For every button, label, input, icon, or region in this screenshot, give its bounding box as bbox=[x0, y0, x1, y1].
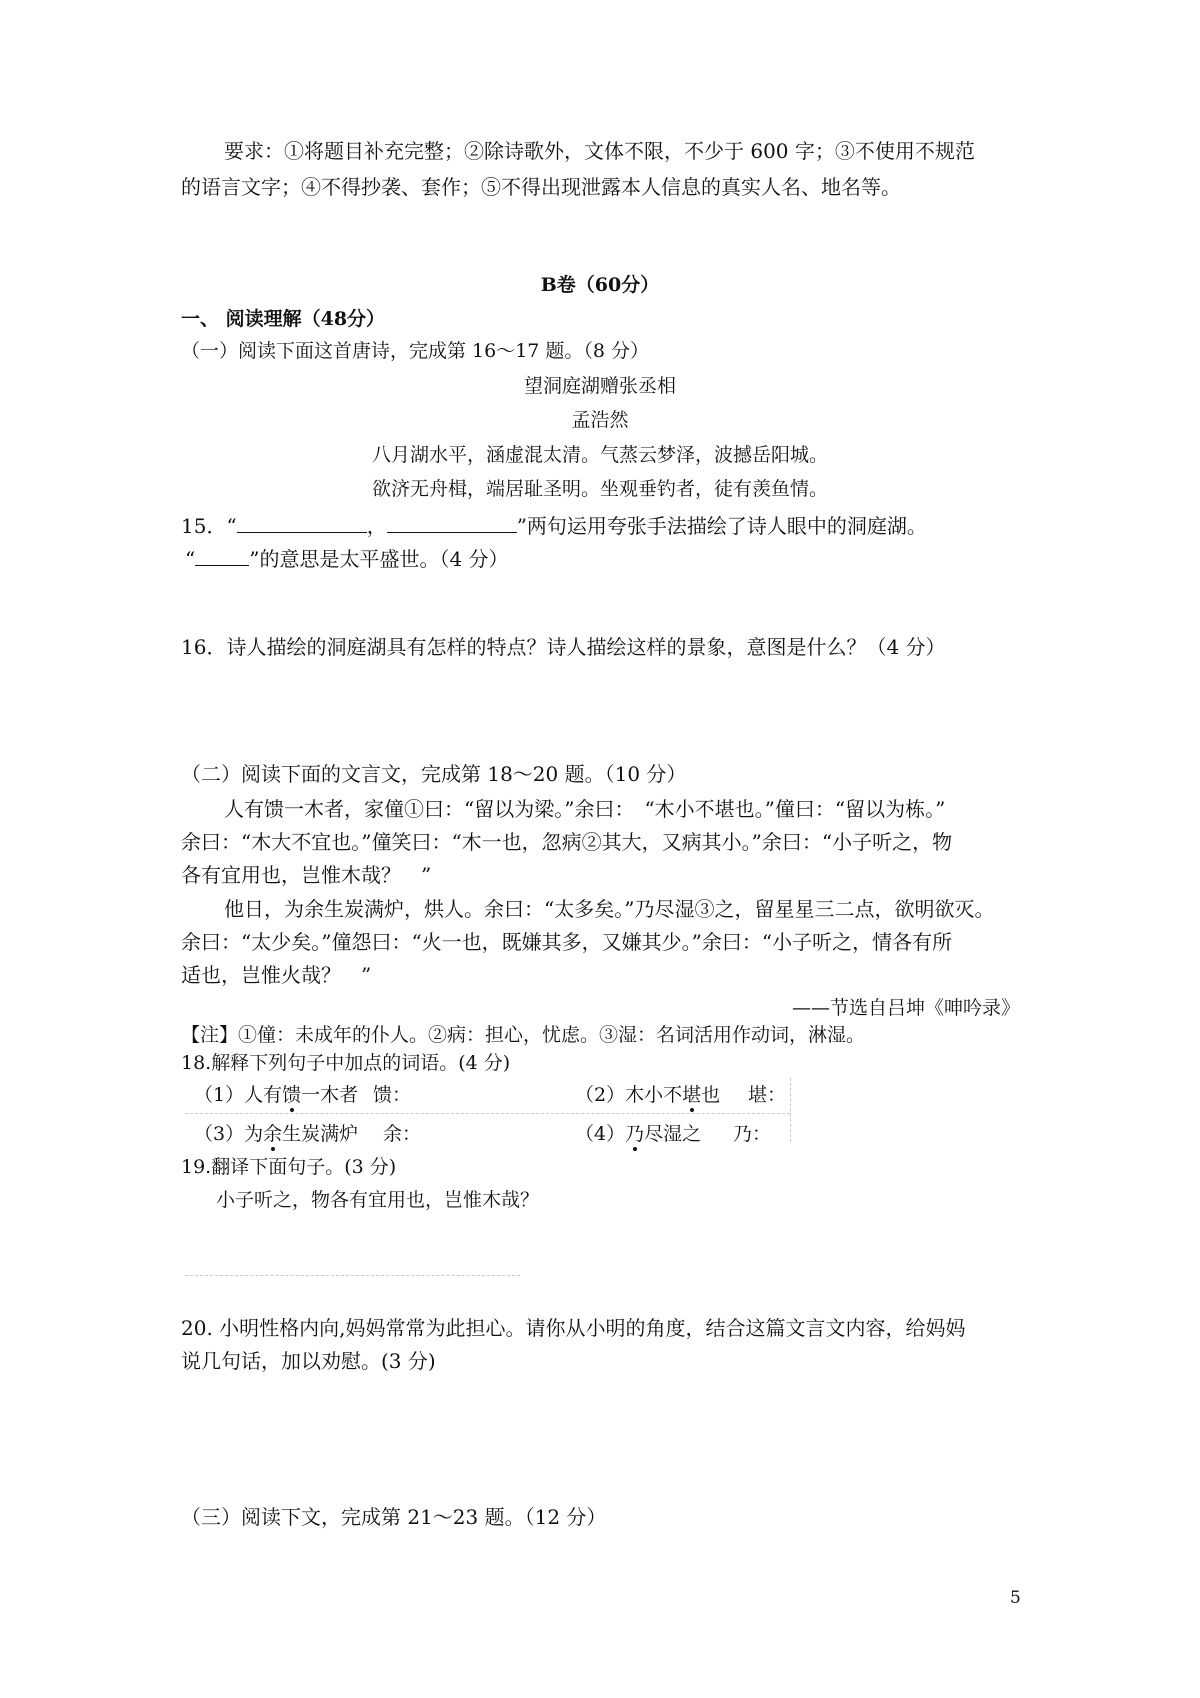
section-b-title: B卷（60分） bbox=[540, 274, 660, 296]
question-20-line-1: 20. 小明性格内向,妈妈常常为此担心。请你从小明的角度，结合这篇文言文内容，给妈妈 bbox=[181, 1316, 966, 1340]
requirement-line-2: 的语言文字；④不得抄袭、套作；⑤不得出现泄露本人信息的真实人名、地名等。 bbox=[181, 175, 901, 199]
q18-item-3 bbox=[194, 1125, 358, 1144]
q18-item-1-dotted: 馈 bbox=[282, 1084, 302, 1106]
classical-section-intro: （二）阅读下面的文言文，完成第 18～20 题。（10 分） bbox=[181, 762, 687, 786]
classical-p1-line-3: 各有宜用也，岂惟木哉？ ” bbox=[181, 863, 432, 887]
q18-item-4-dotted: 乃 bbox=[625, 1123, 645, 1145]
q15-line2-tail: ”的意思是太平盛世。（4 分） bbox=[249, 547, 509, 571]
q15-line2-open-quote: “ bbox=[185, 547, 196, 571]
poem-line-2: 欲济无舟楫，端居耻圣明。坐观垂钓者，徒有羡鱼情。 bbox=[371, 478, 828, 500]
q18-item-4 bbox=[575, 1125, 701, 1144]
question-19-sentence: 小子听之，物各有宜用也，岂惟木哉？ bbox=[216, 1189, 540, 1211]
q18-item-4-post: 尽湿之 bbox=[644, 1123, 702, 1145]
q15-blank-3[interactable] bbox=[195, 545, 249, 566]
modern-section-intro: （三）阅读下文，完成第 21～23 题。（12 分） bbox=[181, 1505, 607, 1529]
q18-item-3-answer-label: 余： bbox=[383, 1123, 422, 1145]
classical-p2-line-1: 他日，为余生炭满炉，烘人。余曰：“太多矣。”乃尽湿③之，留星星三二点，欲明欲灭。 bbox=[224, 897, 995, 921]
q15-blank-1[interactable] bbox=[237, 512, 367, 533]
q18-item-2 bbox=[575, 1086, 720, 1105]
q18-item-3-post: 生炭满炉 bbox=[282, 1123, 359, 1145]
poem-title: 望洞庭湖赠张丞相 bbox=[523, 375, 676, 397]
q18-item-1-post: 一木者 bbox=[301, 1084, 359, 1106]
poem-line-1: 八月湖水平，涵虚混太清。气蒸云梦泽，波撼岳阳城。 bbox=[371, 444, 828, 466]
page-number: 5 bbox=[1010, 1588, 1021, 1608]
classical-note: 【注】①僮：未成年的仆人。②病：担心，忧虑。③湿：名词活用作动词，淋湿。 bbox=[181, 1024, 866, 1046]
q18-item-4-pre: （4） bbox=[575, 1123, 626, 1145]
q18-item-1-pre: （1）人有 bbox=[194, 1084, 283, 1106]
q19-answer-guide bbox=[185, 1275, 520, 1276]
q15-open-quote: “ bbox=[226, 514, 237, 538]
poem-author: 孟浩然 bbox=[571, 409, 629, 431]
q18-item-3-dotted: 余 bbox=[263, 1123, 283, 1145]
q15-tail: ”两句运用夸张手法描绘了诗人眼中的洞庭湖。 bbox=[516, 514, 927, 538]
question-16: 16．诗人描绘的洞庭湖具有怎样的特点？诗人描绘这样的景象，意图是什么？（4 分） bbox=[181, 635, 946, 659]
question-19-title: 19.翻译下面句子。(3 分) bbox=[181, 1156, 397, 1178]
q15-number: 15． bbox=[181, 514, 227, 538]
classical-source: ——节选自吕坤《呻吟录》 bbox=[791, 997, 1020, 1019]
q18-item-4-answer-label: 乃： bbox=[733, 1123, 772, 1145]
q18-item-3-pre: （3）为 bbox=[194, 1123, 264, 1145]
q18-item-2-answer-label: 堪： bbox=[748, 1084, 787, 1106]
q15-blank-2[interactable] bbox=[387, 512, 517, 533]
q18-item-2-pre: （2）木小不 bbox=[575, 1084, 683, 1106]
question-15-line-1 bbox=[181, 512, 927, 536]
classical-p1-line-1: 人有馈一木者，家僮①曰：“留以为梁。”余曰： “木小不堪也。”僮曰：“留以为栋。” bbox=[224, 797, 946, 821]
requirement-line-1: 要求：①将题目补充完整；②除诗歌外，文体不限，不少于 600 字；③不使用不规范 bbox=[224, 139, 975, 163]
question-15-line-2 bbox=[185, 545, 509, 569]
q18-item-2-dotted: 堪 bbox=[682, 1084, 702, 1106]
q18-item-1 bbox=[194, 1086, 358, 1105]
classical-p1-line-2: 余曰：“木大不宜也。”僮笑曰：“木一也，忽病②其大，又病其小。”余曰：“小子听之，物 bbox=[181, 830, 953, 854]
classical-p2-line-3: 适也，岂惟火哉？ ” bbox=[181, 963, 372, 987]
q18-item-2-post: 也 bbox=[701, 1084, 721, 1106]
q18-table-divider bbox=[185, 1113, 790, 1114]
classical-p2-line-2: 余曰：“太少矣。”僮怨曰：“火一也，既嫌其多，又嫌其少。”余曰：“小子听之，情各有所 bbox=[181, 930, 953, 954]
q15-comma: ， bbox=[366, 514, 387, 538]
q18-item-1-answer-label: 馈： bbox=[373, 1084, 412, 1106]
part-one-heading: 一、 阅读理解（48分） bbox=[181, 308, 386, 330]
poem-section-intro: （一）阅读下面这首唐诗，完成第 16～17 题。（8 分） bbox=[181, 340, 650, 362]
q18-table-edge bbox=[790, 1078, 791, 1142]
question-20-line-2: 说几句话，加以劝慰。(3 分) bbox=[181, 1349, 436, 1373]
question-18-title: 18.解释下列句子中加点的词语。(4 分) bbox=[181, 1052, 511, 1074]
